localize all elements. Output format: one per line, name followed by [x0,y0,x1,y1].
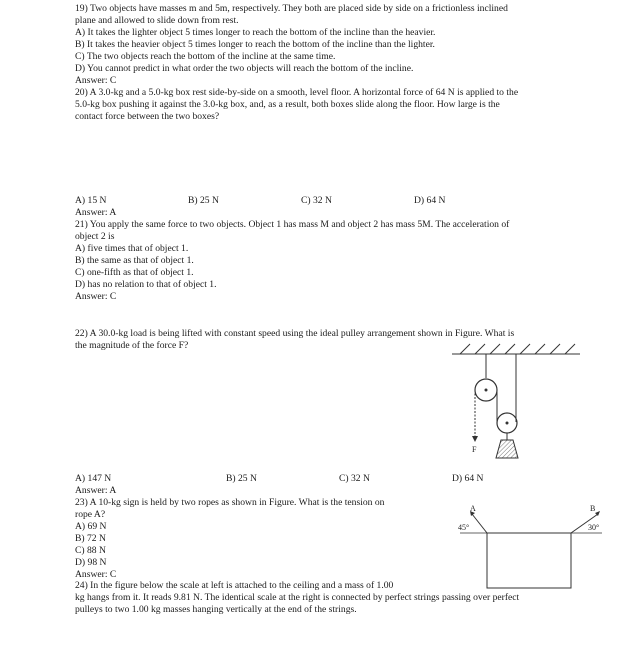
q19-option-b: B) It takes the heavier object 5 times longer to reach the bottom of the incline than the lighter. [75,39,435,50]
q20-option-a: A) 15 N [75,195,107,206]
q23-stem-line1: 23) A 10-kg sign is held by two ropes as shown in Figure. What is the tension on [75,497,385,508]
rope-a-label: A [470,504,476,513]
load-block [496,440,518,458]
q19-stem-line2: plane and allowed to slide down from rest. [75,15,239,26]
q22-option-a: A) 147 N [75,473,112,484]
q19-option-a: A) It takes the lighter object 5 times longer to reach the bottom of the incline than the heavier. [75,27,436,38]
q20-stem-line1: 20) A 3.0-kg and a 5.0-kg box rest side-by-side on a smooth, level floor. A horizontal force of 64 N is applied to the [75,87,519,98]
q22-stem-line1: 22) A 30.0-kg load is being lifted with constant speed using the ideal pulley arrangement shown in Figure. What is [75,328,515,339]
q23-option-a: A) 69 N [75,521,107,532]
q20-answer: Answer: A [75,207,117,218]
q21-stem-line2: object 2 is [75,231,115,242]
q19-option-d: D) You cannot predict in what order the two objects will reach the bottom of the incline. [75,63,414,74]
ceiling-hatch [460,344,575,354]
q20-stem-line2: 5.0-kg box pushing it against the 3.0-kg box, and, as a result, both boxes slide along the floor. How large is the [75,99,500,110]
q20-option-b: B) 25 N [188,195,219,206]
q23-stem-line2: rope A? [75,509,106,520]
q22-stem-line2: the magnitude of the force F? [75,340,189,351]
q22-option-b: B) 25 N [226,473,257,484]
q19-option-c: C) The two objects reach the bottom of the incline at the same time. [75,51,336,62]
q22-answer: Answer: A [75,485,117,496]
q20-stem-line3: contact force between the two boxes? [75,111,220,122]
q21-option-a: A) five times that of object 1. [75,243,189,254]
q21-option-d: D) has no relation to that of object 1. [75,279,217,290]
sign-figure [450,500,610,592]
q19-stem-line1: 19) Two objects have masses m and 5m, respectively. They both are placed side by side on a frictionless inclined [75,3,508,14]
q23-answer: Answer: C [75,569,117,580]
q22-option-d: D) 64 N [452,473,484,484]
pulley-figure [450,340,585,465]
q23-option-d: D) 98 N [75,557,107,568]
q24-stem-line1: 24) In the figure below the scale at left is attached to the ceiling and a mass of 1.00 [75,580,394,591]
angle-a-label: 45° [458,523,470,532]
q20-option-c: C) 32 N [301,195,332,206]
q22-option-c: C) 32 N [339,473,370,484]
q23-option-c: C) 88 N [75,545,106,556]
force-label: F [472,445,477,454]
rope-b-label: B [590,504,596,513]
sign-box [487,533,571,588]
force-arrow-icon [472,436,478,442]
q21-answer: Answer: C [75,291,117,302]
q21-option-c: C) one-fifth as that of object 1. [75,267,194,278]
q21-option-b: B) the same as that of object 1. [75,255,194,266]
q24-stem-line3: pulleys to two 1.00 kg masses hanging vertically at the end of the strings. [75,604,357,615]
q21-stem-line1: 21) You apply the same force to two objects. Object 1 has mass M and object 2 has mass 5M. The acceleration of [75,219,510,230]
q23-option-b: B) 72 N [75,533,106,544]
q20-option-d: D) 64 N [414,195,446,206]
q19-answer: Answer: C [75,75,117,86]
angle-b-label: 30° [588,523,600,532]
rope-a [472,514,487,533]
q24-stem-line2: kg hangs from it. It reads 9.81 N. The identical scale at the right is connected by perfect strings passing over perfect [75,592,520,603]
